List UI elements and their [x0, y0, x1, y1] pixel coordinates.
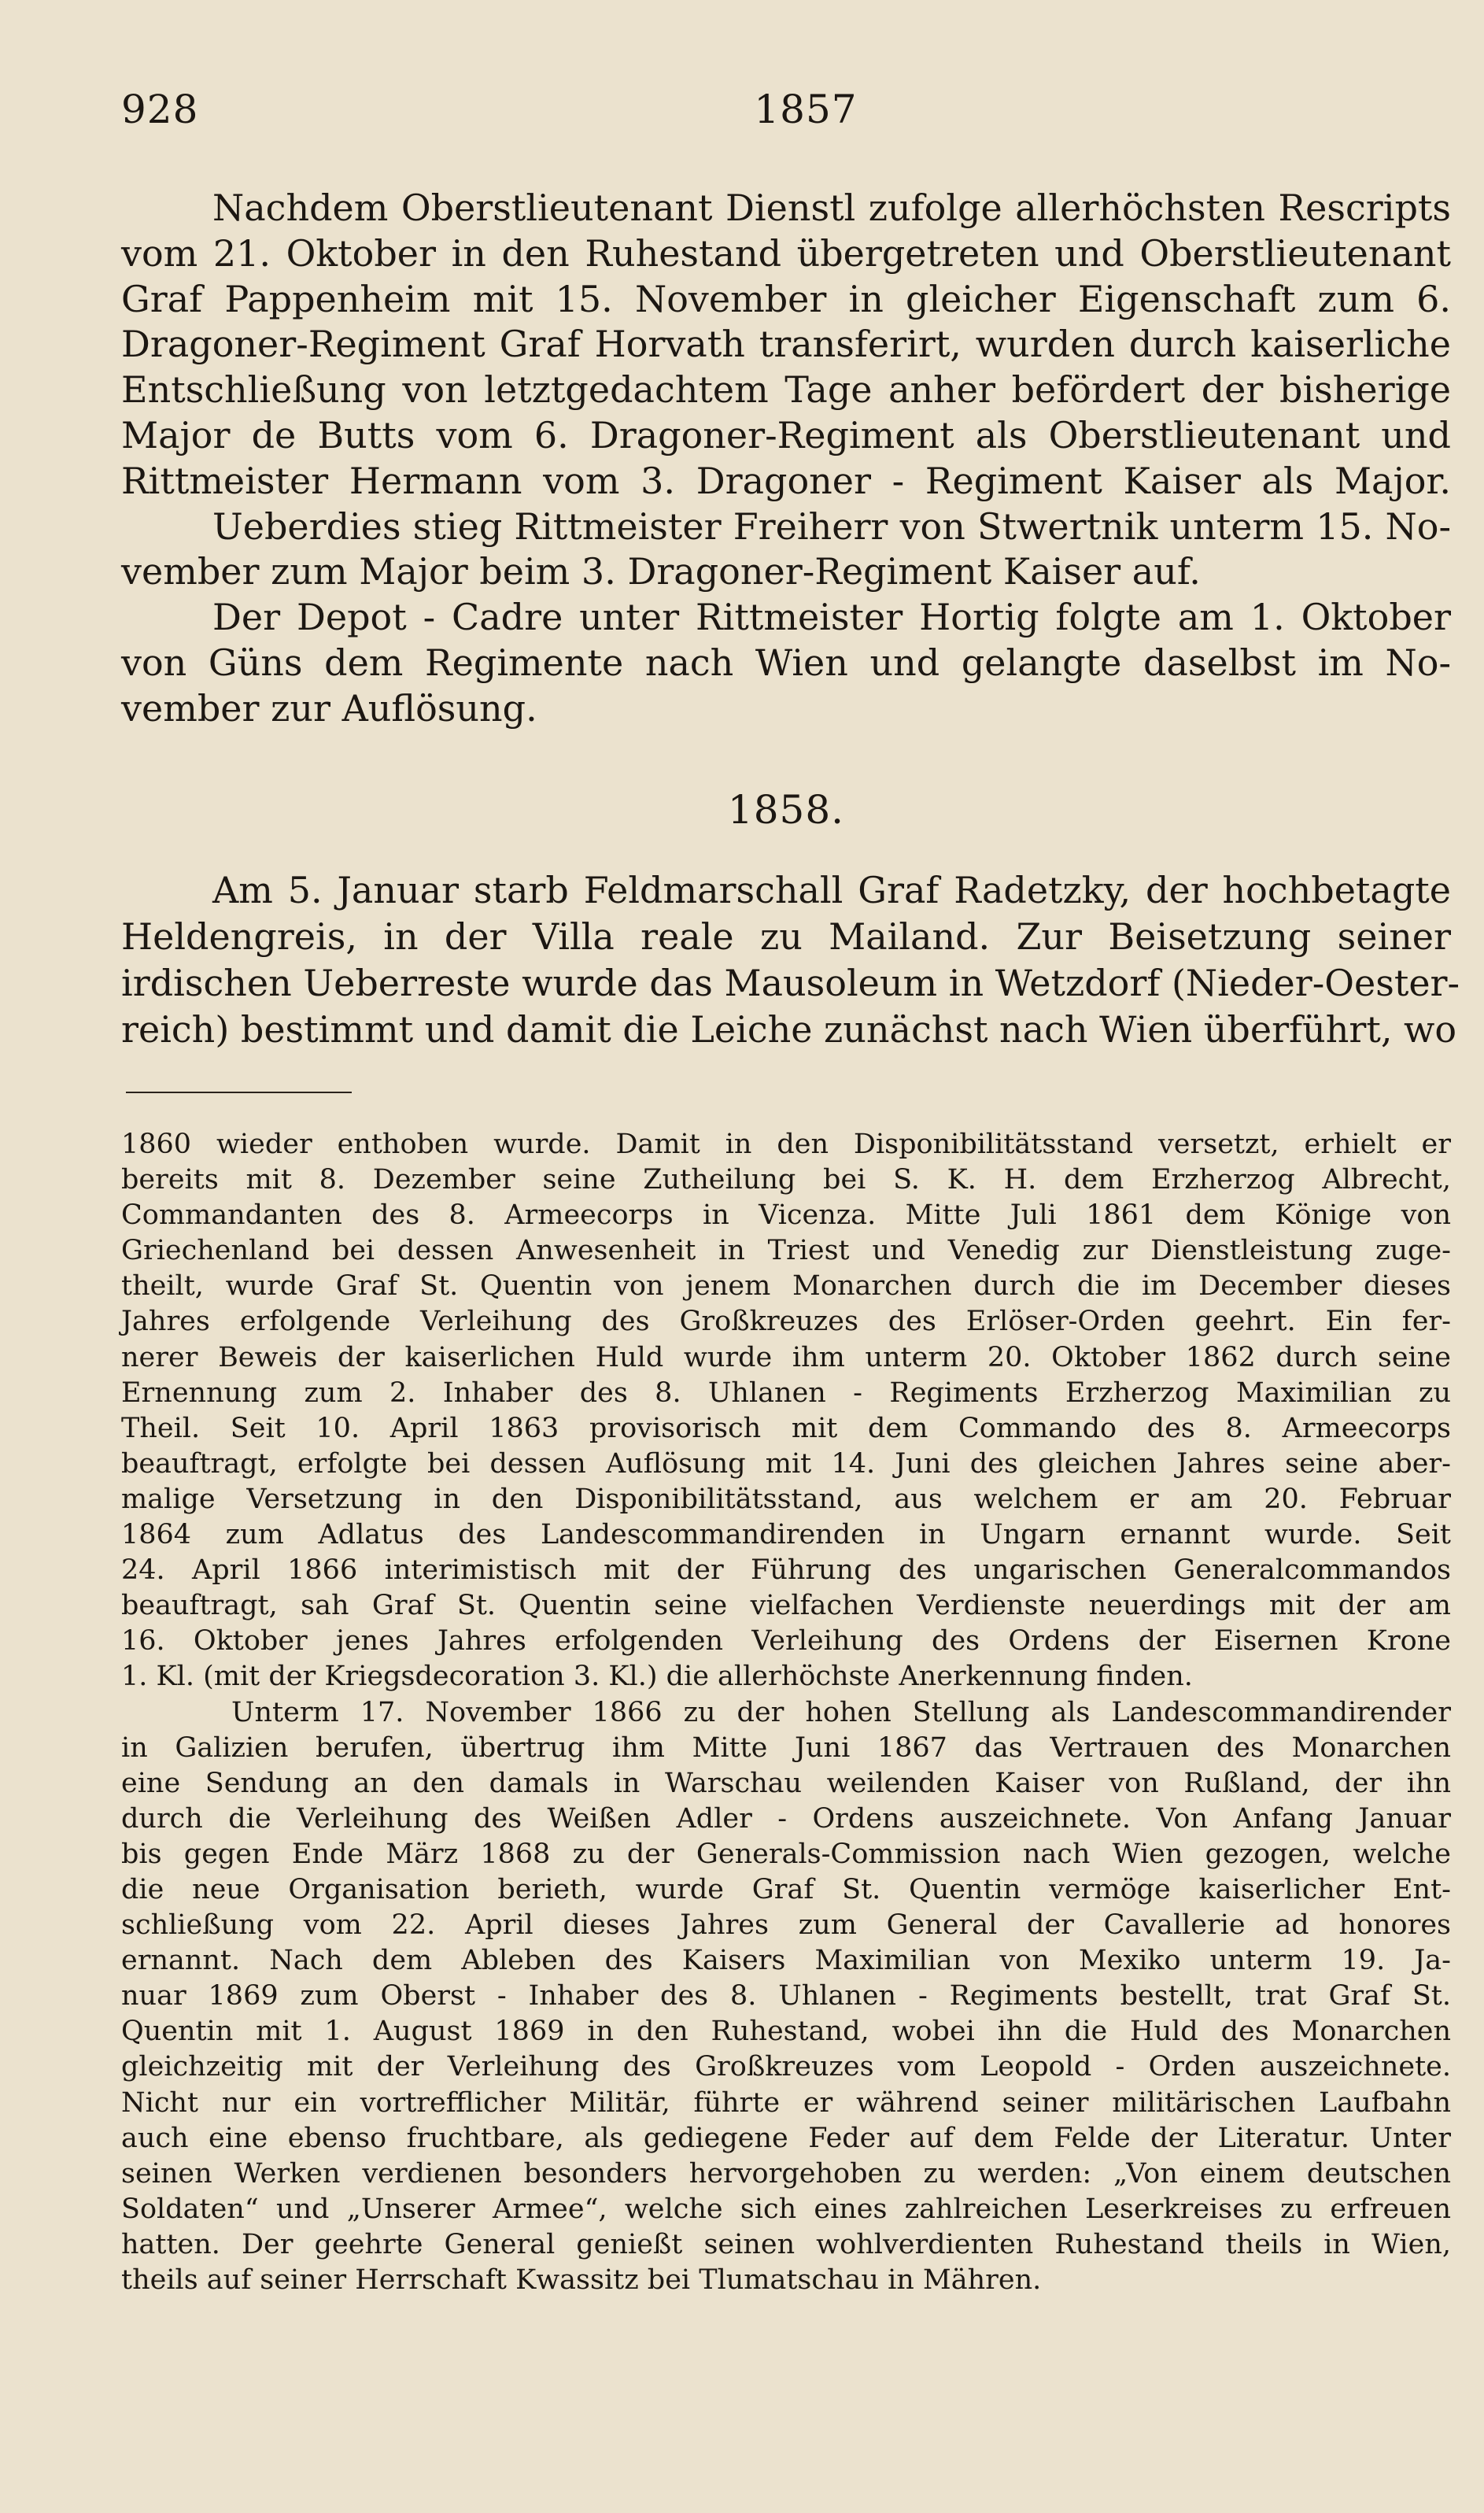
footnote-line: 1. Kl. (mit der Kriegsdecoration 3. Kl.) die allerhöchste Anerkennung finden.: [121, 1661, 1193, 1693]
text-line: Nachdem Oberstlieutenant Dienstl zufolge allerhöchsten Rescripts: [212, 187, 1451, 229]
section-text-block: [121, 867, 1460, 1053]
page-number: 928: [121, 87, 199, 132]
footnote-line: 1864 zum Adlatus des Landescommandirenden in Ungarn ernannt wurde. Seit: [121, 1519, 1451, 1551]
footnote-line: Theil. Seit 10. April 1863 provisorisch mit dem Commando des 8. Armeecorps: [121, 1412, 1451, 1444]
footnote-line: 24. April 1866 interimistisch mit der Führung des ungarischen Generalcommandos: [121, 1554, 1451, 1587]
footnote-line: theils auf seiner Herrschaft Kwassitz bei Tlumatschau in Mähren.: [121, 2264, 1042, 2296]
text-line: Entschließung von letztgedachtem Tage anher befördert der bisherige: [121, 368, 1451, 412]
footnote-line: Jahres erfolgende Verleihung des Großkreuzes des Erlöser-Orden geehrt. Ein fer-: [121, 1306, 1451, 1338]
text-line: Major de Butts vom 6. Dragoner-Regiment als Oberstlieutenant und: [121, 413, 1451, 456]
footnote-line: bereits mit 8. Dezember seine Zutheilung bei S. K. H. dem Erzherzog Albrecht,: [121, 1164, 1451, 1196]
footnote-divider: [126, 1092, 352, 1093]
footnote-line: durch die Verleihung des Weißen Adler - Ordens auszeichnete. Von Anfang Januar: [121, 1802, 1451, 1835]
footnote-line: Griechenland bei dessen Anwesenheit in Triest und Venedig zur Dienstleistung zuge-: [121, 1235, 1451, 1267]
section-heading-year: 1858.: [727, 787, 845, 833]
footnote-line: Soldaten“ und „Unserer Armee“, welche sich eines zahlreichen Leserkreises zu erfreuen: [121, 2193, 1451, 2225]
text-line: Graf Pappenheim mit 15. November in gleicher Eigenschaft zum 6.: [121, 277, 1451, 320]
footnote-line: Unterm 17. November 1866 zu der hohen Stellung als Landescommandirender: [231, 1696, 1451, 1728]
text-line: Dragoner-Regiment Graf Horvath transferirt, wurden durch kaiserliche: [121, 323, 1451, 366]
footnote-line: Commandanten des 8. Armeecorps in Vicenza. Mitte Juli 1861 dem Könige von: [121, 1199, 1451, 1232]
footnote-line: 1860 wieder enthoben wurde. Damit in den Disponibilitätsstand versetzt, erhielt er: [121, 1129, 1451, 1160]
footnote-line: theilt, wurde Graf St. Quentin von jenem Monarchen durch die im December dieses: [121, 1270, 1451, 1303]
footnote-line: bis gegen Ende März 1868 zu der Generals-Commission nach Wien gezogen, welche: [121, 1838, 1451, 1870]
text-line: Rittmeister Hermann vom 3. Dragoner - Regiment Kaiser als Major.: [121, 459, 1451, 502]
footnote-line: ernannt. Nach dem Ableben des Kaisers Maximilian von Mexiko unterm 19. Ja-: [121, 1945, 1451, 1977]
text-line: von Güns dem Regimente nach Wien und gelangte daselbst im No-: [121, 641, 1451, 684]
footnote-line: Quentin mit 1. August 1869 in den Ruhestand, wobei ihn die Huld des Monarchen: [121, 2016, 1451, 2048]
footnote-line: in Galizien berufen, übertrug ihm Mitte Juni 1867 das Vertrauen des Monarchen: [121, 1731, 1451, 1764]
footnote-line: schließung vom 22. April dieses Jahres zum General der Cavallerie ad honores: [121, 1909, 1451, 1942]
footnote-line: auch eine ebenso fruchtbare, als gediegene Feder auf dem Felde der Literatur. Unter: [121, 2122, 1451, 2154]
footnote-line: eine Sendung an den damals in Warschau weilenden Kaiser von Rußland, der ihn: [121, 1767, 1451, 1799]
footnote-line: Nicht nur ein vortrefflicher Militär, führte er während seiner militärischen Laufbahn: [121, 2086, 1451, 2119]
text-line: Heldengreis, in der Villa reale zu Mailand. Zur Beisetzung seiner: [121, 915, 1451, 958]
text-line: vember zur Auflösung.: [121, 686, 537, 730]
main-text-block: [121, 186, 1451, 732]
footnote-line: nuar 1869 zum Oberst - Inhaber des 8. Uhlanen - Regiments bestellt, trat Graf St.: [121, 1980, 1451, 2012]
footnote-line: Ernennung zum 2. Inhaber des 8. Uhlanen - Regiments Erzherzog Maximilian zu: [121, 1377, 1451, 1409]
footnote-line: beauftragt, erfolgte bei dessen Auflösung mit 14. Juni des gleichen Jahres seine aber-: [121, 1447, 1451, 1480]
footnote-line: beauftragt, sah Graf St. Quentin seine vielfachen Verdienste neuerdings mit der am: [121, 1590, 1451, 1622]
text-line: Am 5. Januar starb Feldmarschall Graf Radetzky, der hochbetagte: [212, 869, 1451, 911]
footnote-line: seinen Werken verdienen besonders hervorgehoben zu werden: „Von einem deutschen: [121, 2157, 1451, 2190]
text-line: reich) bestimmt und damit die Leiche zunächst nach Wien überführt, wo: [121, 1008, 1457, 1051]
footnote-line: gleichzeitig mit der Verleihung des Großkreuzes vom Leopold - Orden auszeichnete.: [121, 2051, 1451, 2083]
footnote-line: die neue Organisation berieth, wurde Graf St. Quentin vermöge kaiserlicher Ent-: [121, 1873, 1451, 1905]
page-header: [121, 87, 1451, 142]
text-line: Ueberdies stieg Rittmeister Freiherr von Stwertnik unterm 15. No-: [212, 504, 1451, 548]
text-line: irdischen Ueberreste wurde das Mausoleum in Wetzdorf (Nieder-Oester-: [121, 962, 1460, 1004]
text-line: vom 21. Oktober in den Ruhestand übergetreten und Oberstlieutenant: [121, 231, 1451, 275]
footnote-line: malige Versetzung in den Disponibilitätsstand, aus welchem er am 20. Februar: [121, 1483, 1451, 1515]
footnote-line: nerer Beweis der kaiserlichen Huld wurde ihm unterm 20. Oktober 1862 durch seine: [121, 1341, 1451, 1373]
footnote-line: 16. Oktober jenes Jahres erfolgenden Verleihung des Ordens der Eisernen Krone: [121, 1625, 1451, 1657]
text-line: Der Depot - Cadre unter Rittmeister Hortig folgte am 1. Oktober: [212, 596, 1451, 639]
footnote-block: [121, 1127, 1451, 2298]
footnote-line: hatten. Der geehrte General genießt seinen wohlverdienten Ruhestand theils in Wien,: [121, 2228, 1451, 2260]
text-line: vember zum Major beim 3. Dragoner-Regiment Kaiser auf.: [121, 550, 1201, 593]
running-head-year: 1857: [754, 87, 858, 132]
